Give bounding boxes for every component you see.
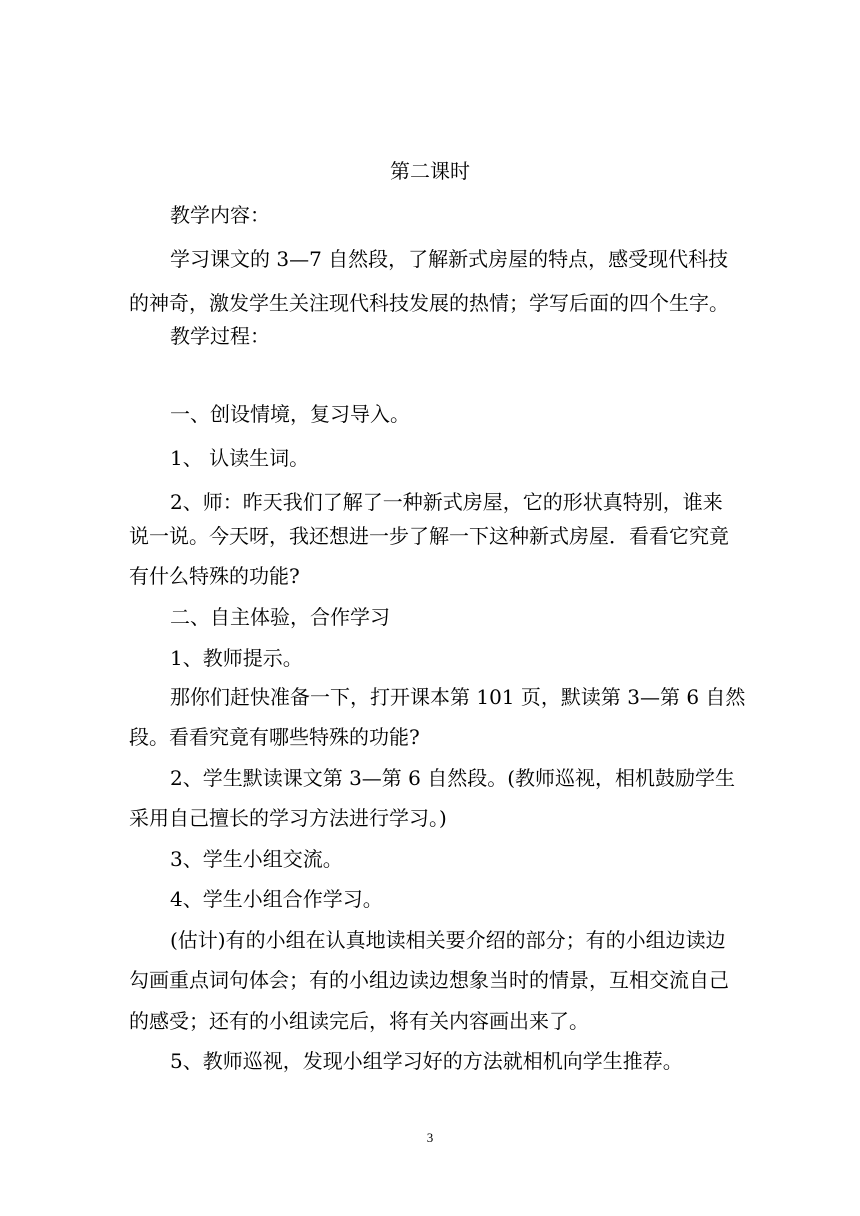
paragraph-line: 段。看看究竟有哪些特殊的功能? <box>129 725 420 749</box>
paragraph-line: 那你们赶快准备一下，打开课本第 101 页，默读第 3—第 6 自然 <box>170 685 746 709</box>
list-item: 1、 认读生词。 <box>170 446 310 470</box>
section-heading: 一、创设情境，复习导入。 <box>170 402 410 426</box>
paragraph-line: 有什么特殊的功能? <box>129 564 300 588</box>
section-heading: 二、自主体验，合作学习 <box>170 605 390 629</box>
list-item: 1、教师提示。 <box>170 646 303 670</box>
page-number: 3 <box>426 1130 434 1145</box>
paragraph-line: 的感受；还有的小组读完后，将有关内容画出来了。 <box>129 1009 589 1033</box>
paragraph-line: 学习课文的 3—7 自然段，了解新式房屋的特点，感受现代科技 <box>170 247 729 271</box>
list-item: 5、教师巡视，发现小组学习好的方法就相机向学生推荐。 <box>170 1049 683 1073</box>
paragraph-line: 采用自己擅长的学习方法进行学习。) <box>129 806 447 830</box>
lesson-title: 第二课时 <box>390 159 470 183</box>
paragraph-line: 2、师：昨天我们了解了一种新式房屋，它的形状真特别，谁来 <box>170 490 723 514</box>
paragraph-line: 的神奇，激发学生关注现代科技发展的热情；学写后面的四个生字。 <box>129 291 729 315</box>
section-heading-content: 教学内容： <box>170 203 270 227</box>
paragraph-line: (估计)有的小组在认真地读相关要介绍的部分；有的小组边读边 <box>170 928 726 952</box>
paragraph-line: 勾画重点词句体会；有的小组边读边想象当时的情景，互相交流自己 <box>129 968 729 992</box>
section-heading-process: 教学过程： <box>170 324 270 348</box>
paragraph-line: 2、学生默读课文第 3—第 6 自然段。(教师巡视，相机鼓励学生 <box>170 766 736 790</box>
list-item: 3、学生小组交流。 <box>170 847 343 871</box>
list-item: 4、学生小组合作学习。 <box>170 887 383 911</box>
paragraph-line: 说一说。今天呀，我还想进一步了解一下这种新式房屋．看看它究竟 <box>129 524 729 548</box>
